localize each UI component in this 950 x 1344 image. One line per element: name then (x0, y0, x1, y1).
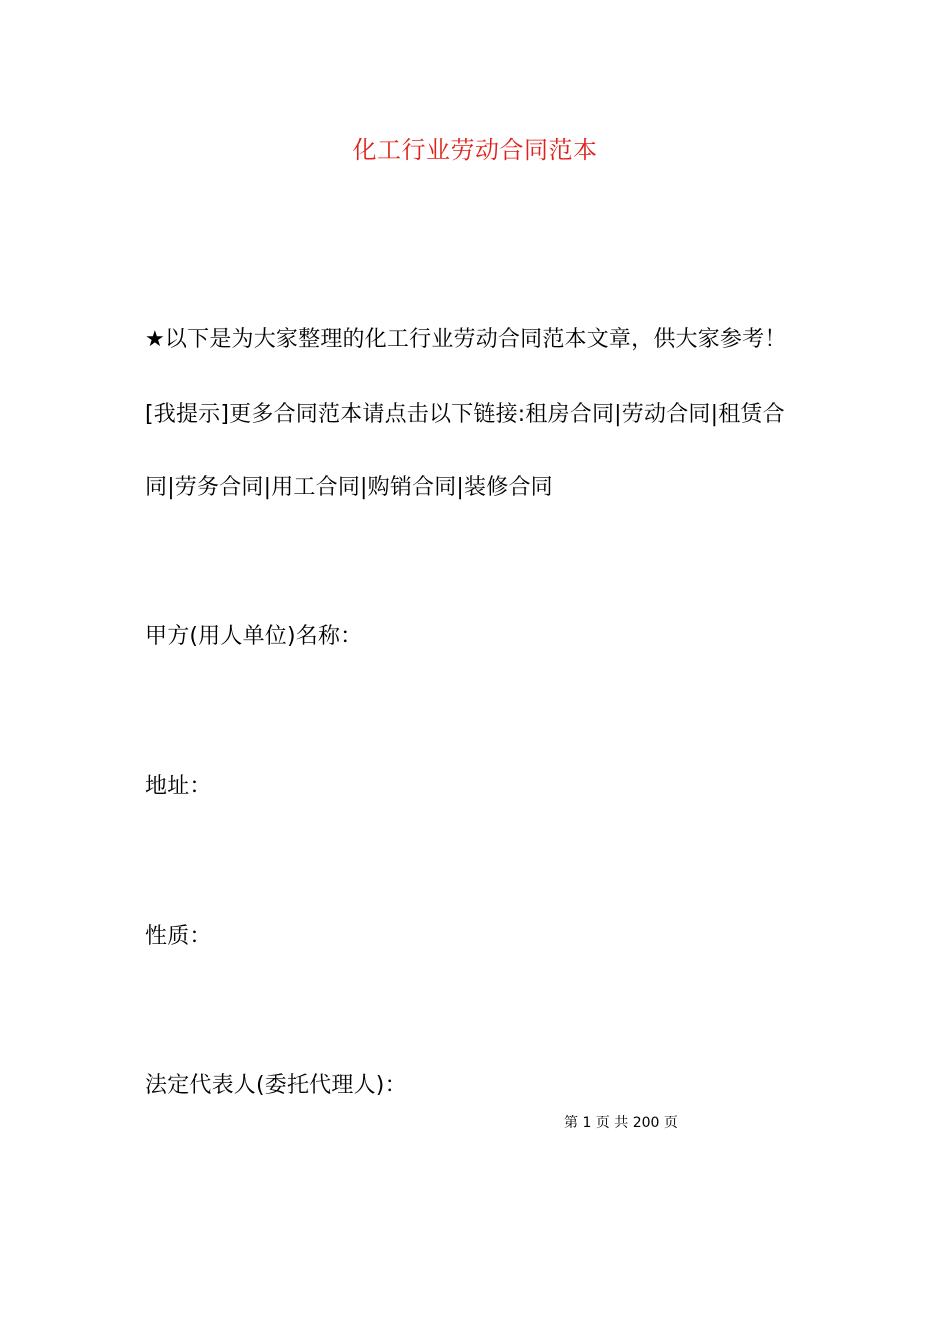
links-paragraph-line-1: [我提示]更多合同范本请点击以下链接:租房合同|劳动合同|租赁合 (145, 402, 785, 427)
intro-paragraph: ★以下是为大家整理的化工行业劳动合同范本文章，供大家参考！ (145, 327, 787, 352)
document-title: 化工行业劳动合同范本 (352, 136, 598, 164)
address-label: 地址： (145, 774, 212, 799)
legal-representative-label: 法定代表人(委托代理人)： (145, 1073, 407, 1098)
nature-label: 性质： (145, 924, 212, 949)
links-paragraph-line-2: 同|劳务合同|用工合同|购销合同|装修合同 (145, 475, 553, 500)
party-a-name-label: 甲方(用人单位)名称： (145, 624, 363, 649)
page-number-footer: 第 1 页 共 200 页 (564, 1115, 678, 1131)
